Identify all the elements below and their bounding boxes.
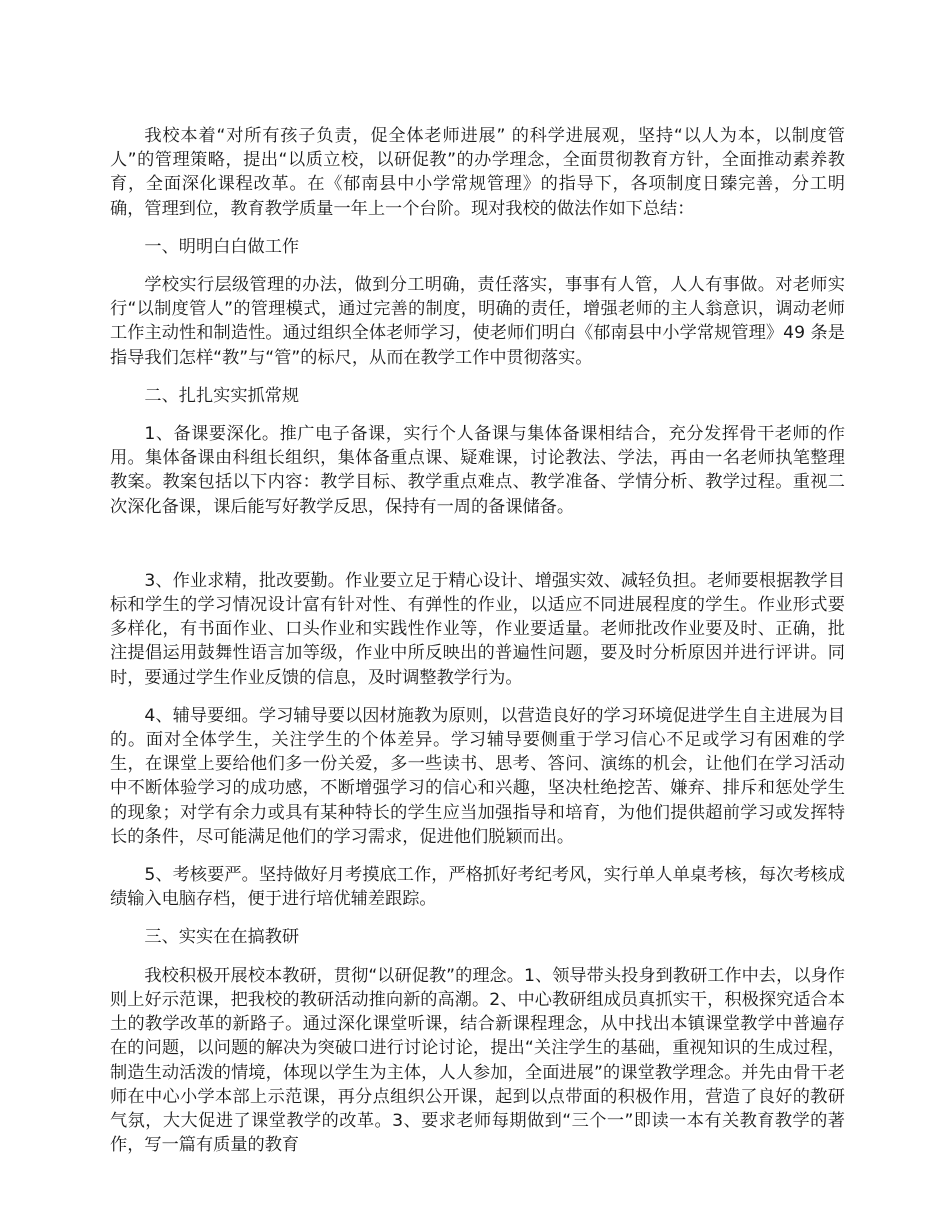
section-heading-2: 二、扎扎实实抓常规 [144, 385, 300, 406]
intro-paragraph: 我校本着“对所有孩子负责，促全体老师进展” 的科学进展观，坚持“以人为本，以制度管人”的管理策略，提出“以质立校，以研促教”的办学理念，全面贯彻教育方针，全面推动素养教育，全面深化课程改革。在《郁南县中小学常规管理》的指导下，各项制度日臻完善，分工明确，管理到位，教育教学质量一年上一个台阶。现对我校的做法作如下总结： [110, 126, 845, 219]
item-1-paragraph: 1、备课要深化。推广电子备课，实行个人备课与集体备课相结合，充分发挥骨干老师的作用。集体备课由科组长组织，集体备重点课、疑难课，讨论教法、学法，再由一名老师执笔整理教案。教案包括以下内容：教学目标、教学重点难点、教学准备、学情分析、教学过程。重视二次深化备课，课后能写好教学反思，保持有一周的备课储备。 [110, 424, 845, 517]
section-3-paragraph: 我校积极开展校本教研，贯彻“以研促教”的理念。1、领导带头投身到教研工作中去，以身作则上好示范课，把我校的教研活动推向新的高潮。2、中心教研组成员真抓实干，积极探究适合本土的教学改革的新路子。通过深化课堂听课，结合新课程理念，从中找出本镇课堂教学中普遍存在的问题，以问题的解决为突破口进行讨论讨论，提出“关注学生的基础，重视知识的生成过程，制造生动活泼的情境，体现以学生为主体，人人参加，全面进展”的课堂教学理念。并先由骨干老师在中心小学本部上示范课，再分点组织公开课，起到以点带面的积极作用，营造了良好的教研气氛，大大促进了课堂教学的改革。3、要求老师每期做到“三个一”即读一本有关教育教学的著作，写一篇有质量的教育 [110, 965, 845, 1156]
blank-gap [110, 533, 845, 569]
section-heading-1: 一、明明白白做工作 [144, 236, 300, 257]
item-5-paragraph: 5、考核要严。坚持做好月考摸底工作，严格抓好考纪考风，实行单人单桌考核，每次考核成绩输入电脑存档，便于进行培优辅差跟踪。 [110, 865, 845, 910]
item-4-paragraph: 4、辅导要细。学习辅导要以因材施教为原则，以营造良好的学习环境促进学生自主进展为目的。面对全体学生，关注学生的个体差异。学习辅导要侧重于学习信心不足或学习有困难的学生，在课堂上要给他们多一份关爱，多一些读书、思考、答问、演练的机会，让他们在学习活动中不断体验学习的成功感，不断增强学习的信心和兴趣，坚决杜绝挖苦、嫌弃、排斥和惩处学生的现象；对学有余力或具有某种特长的学生应当加强指导和培育，为他们提供超前学习或发挥特长的条件，尽可能满足他们的学习需求，促进他们脱颖而出。 [110, 705, 845, 847]
section-1-paragraph: 学校实行层级管理的办法，做到分工明确，责任落实，事事有人管，人人有事做。对老师实行“以制度管人”的管理模式，通过完善的制度，明确的责任，增强老师的主人翁意识，调动老师工作主动性和制造性。通过组织全体老师学习，使老师们明白《郁南县中小学常规管理》49 条是指导我们怎样“教”与“管”的标尺，从而在教学工作中贯彻落实。 [110, 275, 845, 368]
document-body [110, 124, 845, 1171]
item-3-paragraph: 3、作业求精，批改要勤。作业要立足于精心设计、增强实效、减轻负担。老师要根据教学目标和学生的学习情况设计富有针对性、有弹性的作业，以适应不同进展程度的学生。作业形式要多样化，有书面作业、口头作业和实践性作业等，作业要适量。老师批改作业要及时、正确，批注提倡运用鼓舞性语言加等级，作业中所反映出的普遍性问题，要及时分析原因并进行评讲。同时，要通过学生作业反馈的信息，及时调整教学行为。 [110, 570, 845, 688]
section-heading-3: 三、实实在在搞教研 [144, 927, 300, 948]
